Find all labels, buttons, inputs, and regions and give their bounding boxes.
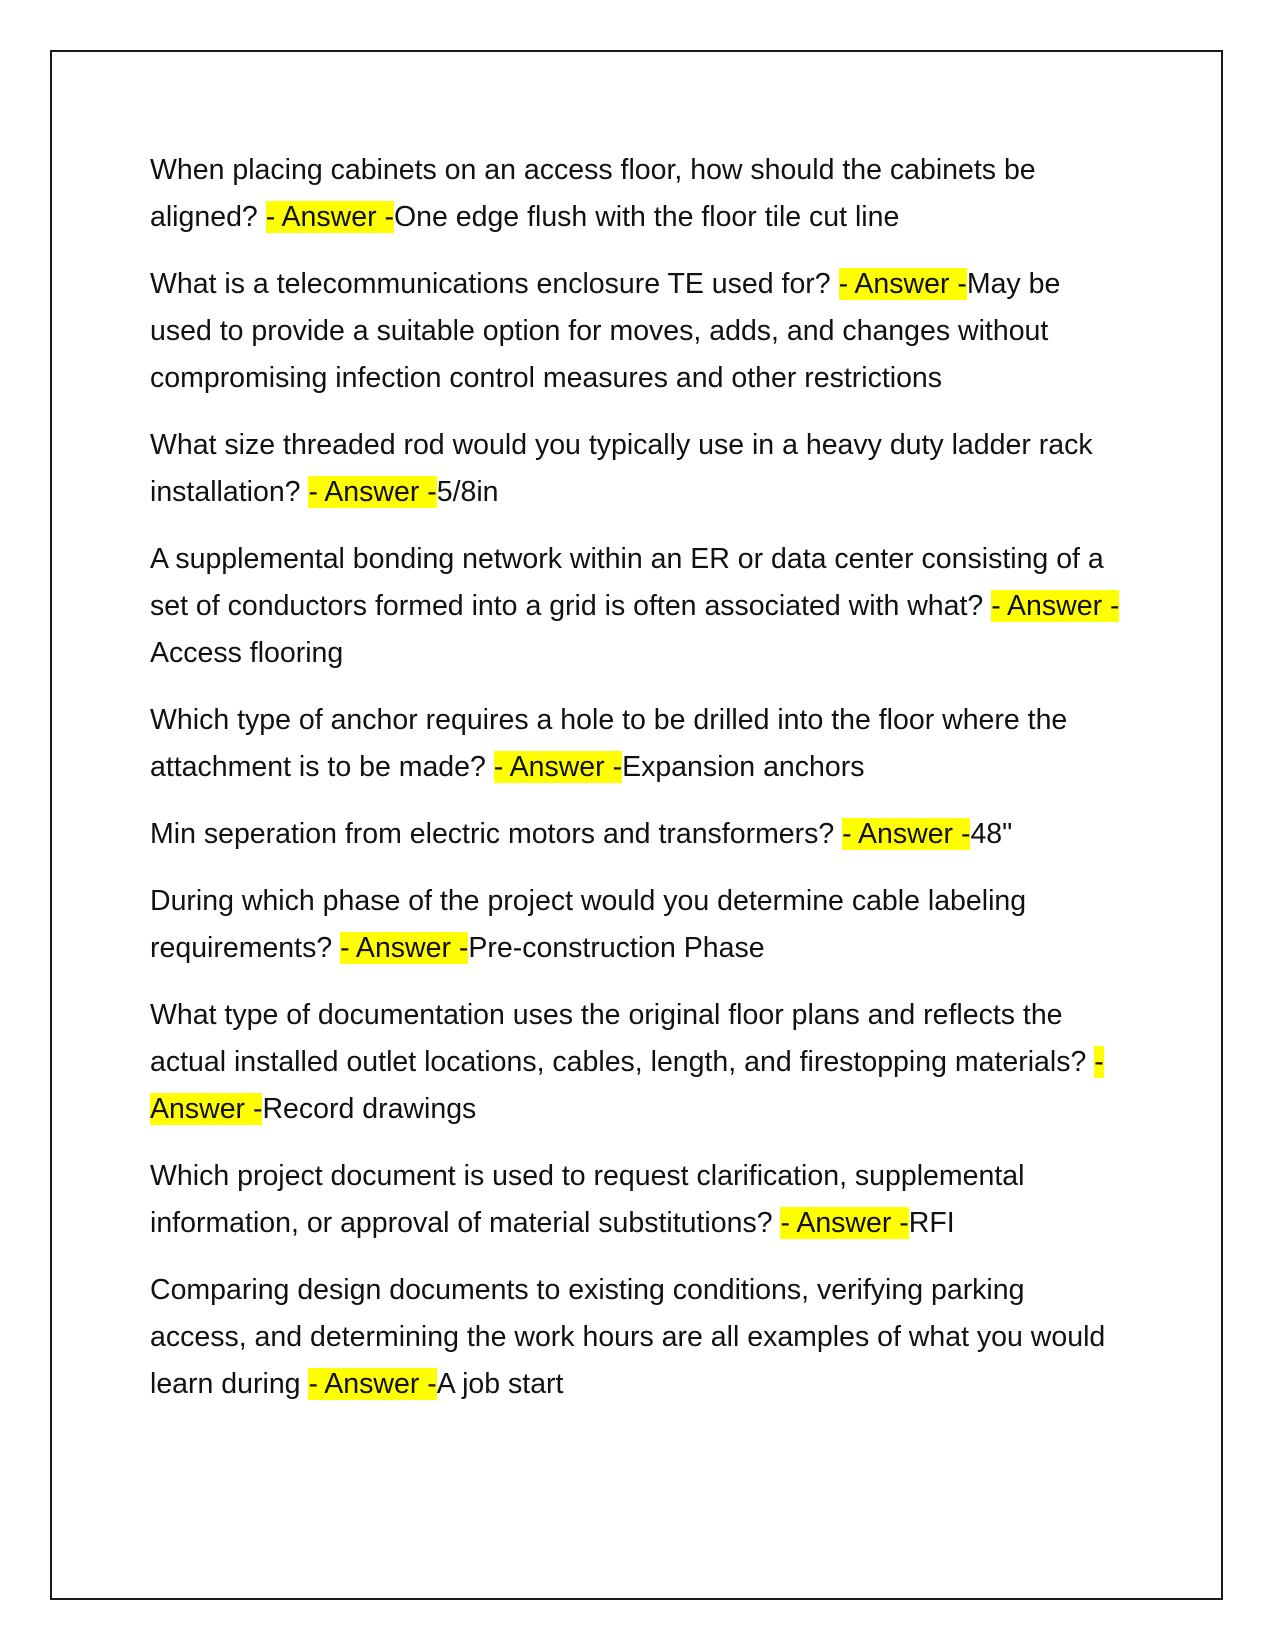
qa-item	[150, 697, 1125, 791]
answer-text: Record drawings	[262, 1093, 477, 1125]
qa-item	[150, 422, 1125, 516]
question-text: When placing cabinets on an access floor, how should the cabinets be aligned?	[150, 154, 1036, 233]
qa-list	[150, 147, 1125, 1428]
answer-marker: - Answer -	[150, 1046, 1104, 1125]
question-text: During which phase of the project would you determine cable labeling requirements?	[150, 885, 1027, 964]
question-text: What type of documentation uses the original floor plans and reflects the actual installed outlet locations, cables, length, and firestopping materials?	[150, 999, 1095, 1078]
answer-text: RFI	[908, 1207, 955, 1239]
answer-text: One edge flush with the floor tile cut line	[393, 201, 900, 233]
qa-item	[150, 992, 1125, 1133]
answer-text: A job start	[436, 1368, 564, 1400]
question-text: Comparing design documents to existing conditions, verifying parking access, and determining the work hours are all examples of what you would learn during	[150, 1274, 1106, 1400]
answer-marker: - Answer -	[493, 751, 623, 783]
question-text: Which project document is used to request clarification, supplemental information, or approval of material substitutions?	[150, 1160, 1025, 1239]
qa-item	[150, 1153, 1125, 1247]
answer-text: Pre-construction Phase	[468, 932, 765, 964]
answer-text: 48"	[970, 818, 1013, 850]
answer-marker: - Answer -	[308, 476, 437, 508]
answer-text: Access flooring	[150, 637, 344, 669]
answer-marker: - Answer -	[842, 818, 971, 850]
question-text: Which type of anchor requires a hole to be drilled into the floor where the attachment is to be made?	[150, 704, 1068, 783]
qa-item	[150, 536, 1125, 677]
question-text: What size threaded rod would you typically use in a heavy duty ladder rack installation?	[150, 429, 1093, 508]
answer-text: 5/8in	[436, 476, 499, 508]
answer-marker: - Answer -	[340, 932, 469, 964]
qa-item	[150, 811, 1125, 858]
qa-item	[150, 878, 1125, 972]
answer-marker: - Answer -	[780, 1207, 909, 1239]
question-text: Min seperation from electric motors and transformers?	[150, 818, 843, 850]
question-text: What is a telecommunications enclosure TE used for?	[150, 268, 839, 300]
answer-marker: - Answer -	[308, 1368, 437, 1400]
answer-text: May be used to provide a suitable option for moves, adds, and changes without compromising infection control measures and other restrictions	[150, 268, 1061, 394]
answer-marker: - Answer -	[838, 268, 967, 300]
answer-marker: - Answer -	[265, 201, 394, 233]
question-text: A supplemental bonding network within an ER or data center consisting of a set of conductors formed into a grid is often associated with what?	[150, 543, 1104, 622]
qa-item	[150, 261, 1125, 402]
qa-item	[150, 1267, 1125, 1408]
qa-item	[150, 147, 1125, 241]
answer-text: Expansion anchors	[622, 751, 865, 783]
answer-marker: - Answer -	[991, 590, 1120, 622]
